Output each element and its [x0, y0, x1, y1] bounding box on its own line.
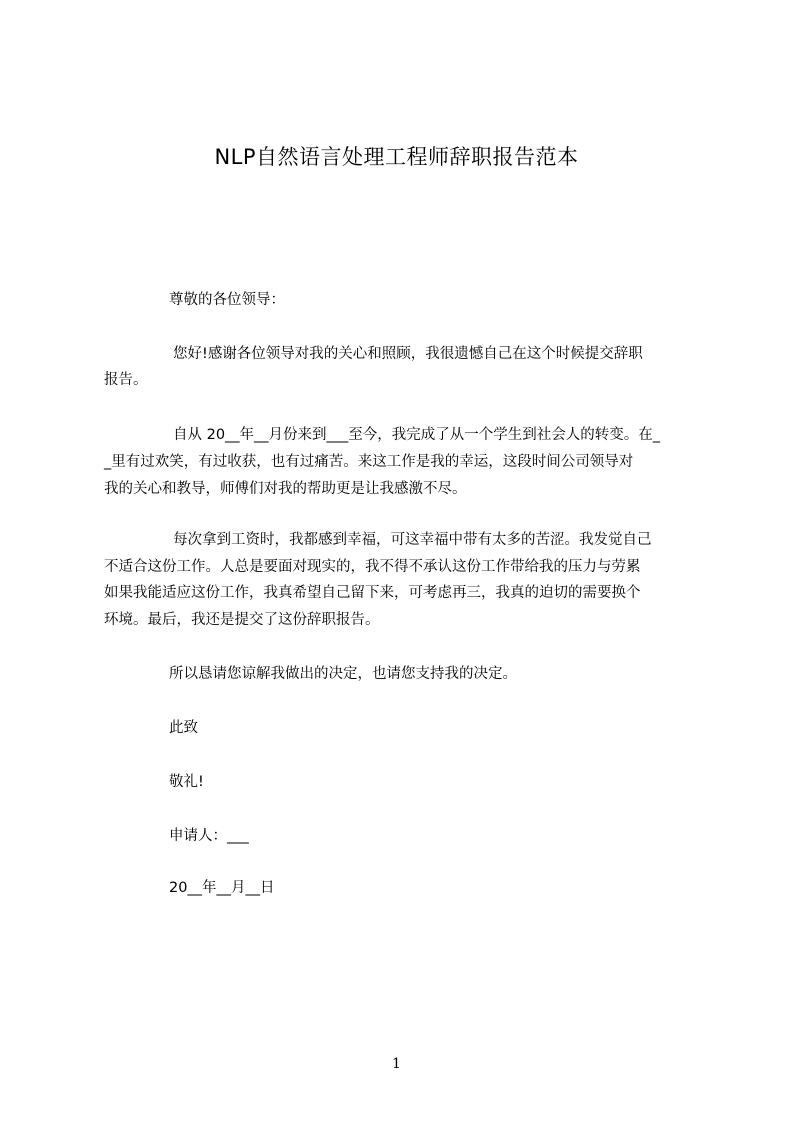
closing-regards: 此致 [169, 720, 198, 736]
paragraph-2-line-3: 我的关心和教导，师傅们对我的帮助更是让我感激不尽。 [104, 481, 467, 497]
request-line: 所以恳请您谅解我做出的决定，也请您支持我的决定。 [169, 666, 517, 682]
closing-salute: 敬礼! [169, 774, 204, 790]
date-line: 20__年__月__日 [169, 880, 275, 896]
paragraph-1-line-1: 您好!感谢各位领导对我的关心和照顾，我很遗憾自己在这个时候提交辞职 [173, 346, 643, 362]
applicant-line: 申请人：___ [169, 828, 249, 844]
paragraph-3-line-1: 每次拿到工资时，我都感到幸福，可这幸福中带有太多的苦涩。我发觉自己 [173, 532, 652, 548]
paragraph-3-line-4: 环境。最后，我还是提交了这份辞职报告。 [104, 612, 380, 628]
paragraph-1-line-2: 报告。 [104, 372, 148, 388]
paragraph-3-line-2: 不适合这份工作。人总是要面对现实的，我不得不承认这份工作带给我的压力与劳累 [104, 559, 641, 575]
page-title: NLP自然语言处理工程师辞职报告范本 [214, 145, 579, 169]
paragraph-2-line-2: _里有过欢笑，有过收获，也有过痛苦。来这工作是我的幸运，这段时间公司领导对 [104, 454, 634, 470]
paragraph-3-line-3: 如果我能适应这份工作，我真希望自己留下来，可考虑再三，我真的迫切的需要换个 [104, 585, 641, 601]
salutation: 尊敬的各位领导： [169, 292, 285, 308]
paragraph-2-line-1: 自从 20__年__月份来到___至今，我完成了从一个学生到社会人的转变。在_ [173, 427, 661, 443]
page-number: 1 [392, 1056, 401, 1072]
